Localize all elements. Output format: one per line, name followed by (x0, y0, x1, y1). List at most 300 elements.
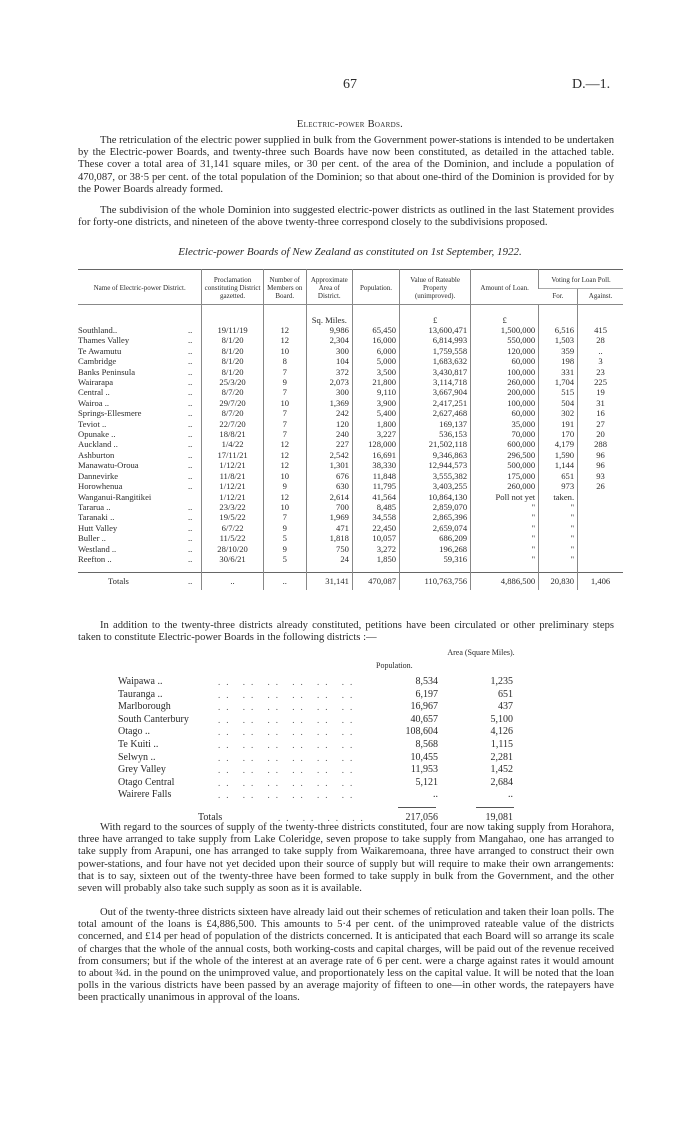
population-value: 65,450 (352, 325, 399, 335)
district-name-text: Reefton .. (78, 553, 112, 564)
col-header-area: Approximate Area of District. (306, 270, 352, 305)
total-members-count: .. (263, 573, 306, 590)
proposed-district-row (118, 789, 578, 802)
district-name (78, 492, 202, 502)
leader-dots: .. (188, 522, 193, 533)
units-row (78, 304, 623, 325)
district-name-text: Springs-Ellesmere (78, 408, 142, 419)
district-name (78, 356, 202, 366)
votes-for: " (539, 502, 578, 512)
rateable-value: 3,114,718 (400, 377, 471, 387)
paragraph-loans (78, 907, 614, 1005)
leader-dots: .. .. .. .. .. .. (218, 702, 359, 713)
paragraph-text: With regard to the sources of supply of the twenty-three districts constituted, four are now taking supply from Horahora, three have arranged to take supply from Lake Coleridge, seven propose to take supply from Mangahao, one has arranged to take supply from Arapuni, one has arranged to take supply from Waikaremoana, three have arranged to construct their own power-stations, and four have not yet decided upon their source of supply but will require to make their own arrangements: that is to say, sixteen out of the twenty-three have been formed to take supply in bulk from the Government, and the other seven will probably also take such supply as soon as it is available. (78, 822, 614, 895)
members-count: 10 (263, 346, 306, 356)
loan-amount: 1,500,000 (471, 325, 539, 335)
votes-for: " (539, 512, 578, 522)
population-value: 128,000 (352, 439, 399, 449)
area-value: 104 (306, 356, 352, 366)
district-name-text: Tararua .. (78, 501, 111, 512)
area-value: 437 (498, 701, 513, 713)
district-name (78, 439, 202, 449)
proposed-district-row (118, 752, 578, 765)
loan-amount: 296,500 (471, 450, 539, 460)
district-name-text: Te Awamutu (78, 345, 122, 356)
votes-for: 331 (539, 367, 578, 377)
proposed-district-row (118, 726, 578, 739)
col-header-voting: Voting for Loan Poll. (539, 270, 623, 289)
loan-amount: 70,000 (471, 429, 539, 439)
spacer-cell (471, 564, 539, 573)
paragraph-intro (78, 135, 614, 196)
district-name-text: Westland .. (78, 543, 117, 554)
population-value: 22,450 (352, 523, 399, 533)
leader-dots: .. .. .. .. .. .. (218, 739, 359, 750)
total-district-name (78, 573, 202, 590)
votes-for: 515 (539, 387, 578, 397)
loan-amount: 550,000 (471, 335, 539, 345)
proclamation-date: 19/5/22 (202, 512, 263, 522)
leader-dots: .. (188, 543, 193, 554)
rateable-value: 3,403,255 (400, 481, 471, 491)
rateable-value: 196,268 (400, 544, 471, 554)
leader-dots: .. (188, 460, 193, 471)
leader-dots: .. (188, 397, 193, 408)
district-name (78, 512, 202, 522)
votes-against: 28 (578, 335, 623, 345)
table-row (78, 429, 623, 439)
votes-against: 23 (578, 367, 623, 377)
votes-for: taken. (539, 492, 578, 502)
spacer-cell (352, 564, 399, 573)
loan-amount: 60,000 (471, 408, 539, 418)
district-name (78, 377, 202, 387)
leader-dots: .. (188, 470, 193, 481)
proclamation-date: 8/1/20 (202, 335, 263, 345)
members-count: 9 (263, 544, 306, 554)
votes-against: .. (578, 346, 623, 356)
district-name-text: Ashburton (78, 449, 115, 460)
district-name-text: Southland.. (78, 325, 118, 336)
loan-amount: " (471, 512, 539, 522)
members-count: 10 (263, 398, 306, 408)
votes-for: 191 (539, 419, 578, 429)
table-row (78, 439, 623, 449)
votes-for: 4,179 (539, 439, 578, 449)
district-name-text: Wairoa .. (78, 397, 110, 408)
votes-for: " (539, 533, 578, 543)
district-name (78, 408, 202, 418)
district-name (78, 481, 202, 491)
table-row (78, 502, 623, 512)
spacer-cell (78, 564, 202, 573)
proclamation-date: 30/6/21 (202, 554, 263, 564)
col-header-for: For. (539, 288, 578, 304)
table-row (78, 335, 623, 345)
votes-against: 96 (578, 450, 623, 460)
proposed-district-row (118, 764, 578, 777)
district-name (78, 335, 202, 345)
area-value: 5,100 (490, 713, 513, 725)
district-name: Grey Valley (118, 764, 166, 776)
population-value: 40,657 (410, 713, 438, 725)
area-value: 1,969 (306, 512, 352, 522)
area-value: 24 (306, 554, 352, 564)
district-name (78, 325, 202, 335)
rateable-value: 536,153 (400, 429, 471, 439)
paragraph-subdivision (78, 205, 614, 229)
area-value: .. (508, 789, 513, 801)
rateable-value: 2,865,396 (400, 512, 471, 522)
spacer-cell (306, 564, 352, 573)
population-value: 3,227 (352, 429, 399, 439)
district-name (78, 450, 202, 460)
votes-for: 359 (539, 346, 578, 356)
district-name (78, 387, 202, 397)
district-name (78, 346, 202, 356)
proposed-district-row (118, 777, 578, 790)
population-value: 10,455 (410, 751, 438, 763)
paragraph-supply-sources (78, 822, 614, 895)
area-value: 651 (498, 688, 513, 700)
document-reference: D.—1. (572, 77, 611, 92)
leader-dots: .. .. .. .. .. .. (218, 790, 359, 801)
population-value: 11,795 (352, 481, 399, 491)
members-count: 12 (263, 335, 306, 345)
total-votes-against: 1,406 (578, 573, 623, 590)
table-row (78, 533, 623, 543)
table-row (78, 481, 623, 491)
district-name (78, 460, 202, 470)
proclamation-date: 19/11/19 (202, 325, 263, 335)
votes-against (578, 523, 623, 533)
proclamation-date: 22/7/20 (202, 419, 263, 429)
votes-against: 93 (578, 471, 623, 481)
district-name-text: Hutt Valley (78, 522, 118, 533)
total-proclamation-date: .. (202, 573, 263, 590)
votes-against (578, 502, 623, 512)
area-value: 300 (306, 346, 352, 356)
district-name (78, 544, 202, 554)
page-number: 67 (343, 77, 357, 92)
col-header-loan: Amount of Loan. (471, 270, 539, 305)
district-name-text: Horowhenua (78, 481, 123, 492)
table-row (78, 408, 623, 418)
area-value: 1,301 (306, 460, 352, 470)
loan-amount: 500,000 (471, 460, 539, 470)
population-value: 5,400 (352, 408, 399, 418)
members-count: 7 (263, 408, 306, 418)
area-value: 1,818 (306, 533, 352, 543)
votes-for: 504 (539, 398, 578, 408)
votes-against: 96 (578, 460, 623, 470)
unit-loan: £ (471, 304, 539, 325)
rateable-value: 169,137 (400, 419, 471, 429)
district-name: Waipawa .. (118, 676, 163, 687)
total-area-value: 31,141 (306, 573, 352, 590)
votes-for: 1,704 (539, 377, 578, 387)
total-population-value: 470,087 (352, 573, 399, 590)
totals-row (78, 573, 623, 590)
col-header-name: Name of Electric-power District. (93, 284, 186, 293)
loan-amount: Poll not yet (471, 492, 539, 502)
district-name (78, 398, 202, 408)
district-name-text: Opunake .. (78, 429, 116, 440)
votes-for: 651 (539, 471, 578, 481)
proposed-district-row (118, 701, 578, 714)
unit-area: Sq. Miles. (306, 304, 352, 325)
population-value: 10,057 (352, 533, 399, 543)
table-row (78, 460, 623, 470)
population-value: 6,197 (415, 688, 438, 700)
population-value: 6,000 (352, 346, 399, 356)
leader-dots: .. .. .. .. .. .. (218, 677, 359, 687)
votes-for: 973 (539, 481, 578, 491)
paragraph-text: In addition to the twenty-three districts already constituted, petitions have been circulated or other preliminary steps taken to constitute Electric-power Boards in the following districts :— (78, 620, 614, 644)
rateable-value: 2,859,070 (400, 502, 471, 512)
population-value: 11,848 (352, 471, 399, 481)
loan-amount: 260,000 (471, 481, 539, 491)
total-votes-for: 20,830 (539, 573, 578, 590)
leader-dots: .. (188, 325, 193, 336)
area-value: 2,304 (306, 335, 352, 345)
section-title: Electric-power Boards. (296, 119, 404, 130)
loan-amount: 175,000 (471, 471, 539, 481)
area-value: 700 (306, 502, 352, 512)
leader-dots: .. (188, 501, 193, 512)
leader-dots: .. .. .. .. .. .. (218, 689, 359, 700)
proclamation-date: 8/1/20 (202, 346, 263, 356)
district-name (78, 523, 202, 533)
population-value: 3,500 (352, 367, 399, 377)
area-value: 2,684 (490, 776, 513, 788)
district-name (78, 367, 202, 377)
population-value: 21,800 (352, 377, 399, 387)
loan-amount: " (471, 502, 539, 512)
leader-dots: .. (188, 387, 193, 398)
district-name (78, 471, 202, 481)
loan-amount: " (471, 533, 539, 543)
population-value: 9,110 (352, 387, 399, 397)
votes-for: 1,144 (539, 460, 578, 470)
proclamation-date: 1/4/22 (202, 439, 263, 449)
population-value: 8,568 (415, 738, 438, 750)
district-name: Selwyn .. (118, 751, 156, 763)
area-value: 372 (306, 367, 352, 377)
votes-for: " (539, 544, 578, 554)
table-row (78, 492, 623, 502)
spacer-cell (202, 564, 263, 573)
district-name-text: Taranaki .. (78, 512, 115, 523)
table-row (78, 450, 623, 460)
total-area: 19,081 (485, 811, 513, 823)
votes-against: 16 (578, 408, 623, 418)
area-value: 630 (306, 481, 352, 491)
members-count: 9 (263, 481, 306, 491)
area-value: 2,073 (306, 377, 352, 387)
paragraph-text: The subdivision of the whole Dominion into suggested electric-power districts as outlined in the last Statement provides for forty-one districts, and nineteen of the above twenty-three correspond closely to the subdivisions proposed. (78, 205, 614, 229)
population-value: 3,900 (352, 398, 399, 408)
table-row (78, 356, 623, 366)
proclamation-date: 1/12/21 (202, 492, 263, 502)
leader-dots: .. (188, 377, 193, 388)
district-name-text: Teviot .. (78, 418, 107, 429)
population-value: 3,272 (352, 544, 399, 554)
leader-dots: .. (188, 335, 193, 346)
proclamation-date: 8/1/20 (202, 367, 263, 377)
district-name-text: Wairarapa (78, 377, 114, 388)
leader-dots: .. .. .. .. .. .. (218, 727, 359, 738)
population-value: 34,558 (352, 512, 399, 522)
members-count: 10 (263, 471, 306, 481)
members-count: 9 (263, 523, 306, 533)
members-count: 12 (263, 450, 306, 460)
district-name-text: Central .. (78, 387, 110, 398)
votes-against: 415 (578, 325, 623, 335)
votes-against (578, 533, 623, 543)
proclamation-date: 8/1/20 (202, 356, 263, 366)
leader-dots: .. .. .. .. (278, 812, 369, 823)
members-count: 5 (263, 533, 306, 543)
leader-dots: .. (188, 553, 193, 564)
votes-for: 302 (539, 408, 578, 418)
rateable-value: 3,430,817 (400, 367, 471, 377)
district-name-text: Wanganui-Rangitikei (78, 491, 152, 502)
loan-amount: 100,000 (471, 398, 539, 408)
area-value: 2,614 (306, 492, 352, 502)
district-name: Marlborough (118, 701, 171, 713)
population-value: 108,604 (405, 726, 438, 738)
members-count: 7 (263, 429, 306, 439)
leader-dots: .. (188, 449, 193, 460)
district-name-text: Cambridge (78, 356, 117, 367)
rateable-value: 59,316 (400, 554, 471, 564)
leader-dots: .. (188, 576, 193, 587)
rateable-value: 2,417,251 (400, 398, 471, 408)
loan-amount: 100,000 (471, 367, 539, 377)
votes-against (578, 544, 623, 554)
loan-amount: 200,000 (471, 387, 539, 397)
district-name: Te Kuiti .. (118, 738, 159, 750)
area-value: 1,452 (490, 764, 513, 776)
leader-dots: .. (188, 512, 193, 523)
leader-dots: .. (188, 366, 193, 377)
loan-amount: 600,000 (471, 439, 539, 449)
population-value: 41,564 (352, 492, 399, 502)
proclamation-date: 8/7/20 (202, 387, 263, 397)
table-row (78, 325, 623, 335)
votes-against: 27 (578, 419, 623, 429)
votes-against: 26 (578, 481, 623, 491)
table-row (78, 523, 623, 533)
rateable-value: 686,209 (400, 533, 471, 543)
rateable-value: 3,555,382 (400, 471, 471, 481)
members-count: 12 (263, 492, 306, 502)
totals-label: Totals (108, 576, 129, 587)
proposed-header (118, 648, 578, 676)
district-name: Otago Central (118, 776, 175, 788)
rateable-value: 1,759,558 (400, 346, 471, 356)
leader-dots: .. (188, 429, 193, 440)
members-count: 12 (263, 325, 306, 335)
table-row (78, 377, 623, 387)
table-row (78, 367, 623, 377)
population-value: 16,691 (352, 450, 399, 460)
district-name (78, 554, 202, 564)
members-count: 12 (263, 460, 306, 470)
area-value: 9,986 (306, 325, 352, 335)
members-count: 7 (263, 387, 306, 397)
table-row (78, 398, 623, 408)
col-header-area: Area (Square Miles). (447, 648, 515, 657)
population-value: 1,800 (352, 419, 399, 429)
leader-dots: .. (188, 345, 193, 356)
population-value: 8,485 (352, 502, 399, 512)
area-value: 2,542 (306, 450, 352, 460)
members-count: 12 (263, 439, 306, 449)
area-value: 240 (306, 429, 352, 439)
rateable-value: 13,600,471 (400, 325, 471, 335)
leader-dots: .. (188, 418, 193, 429)
members-count: 10 (263, 502, 306, 512)
population-value: .. (433, 789, 438, 801)
proclamation-date: 18/8/21 (202, 429, 263, 439)
rateable-value: 2,627,468 (400, 408, 471, 418)
proposed-districts-table (118, 648, 578, 826)
proposed-district-row (118, 676, 578, 689)
leader-dots: .. (188, 408, 193, 419)
population-value: 16,000 (352, 335, 399, 345)
proclamation-date: 17/11/21 (202, 450, 263, 460)
col-header-against: Against. (578, 288, 623, 304)
votes-against: 20 (578, 429, 623, 439)
table-row (78, 512, 623, 522)
table-row (78, 387, 623, 397)
district-name: Otago .. (118, 726, 150, 738)
col-header-proclamation: Proclamation constituting District gazetted. (202, 270, 263, 305)
loan-amount: " (471, 544, 539, 554)
rateable-value: 9,346,863 (400, 450, 471, 460)
votes-against: 19 (578, 387, 623, 397)
area-value: 1,115 (490, 738, 513, 750)
rateable-value: 10,864,130 (400, 492, 471, 502)
population-value: 1,850 (352, 554, 399, 564)
col-header-value: Value of Rateable Property (unimproved). (400, 270, 471, 305)
votes-against (578, 554, 623, 564)
population-value: 8,534 (415, 676, 438, 687)
spacer-cell (400, 564, 471, 573)
rateable-value: 3,667,904 (400, 387, 471, 397)
proposed-district-row (118, 689, 578, 702)
district-name (78, 419, 202, 429)
members-count: 8 (263, 356, 306, 366)
proclamation-date: 23/3/22 (202, 502, 263, 512)
district-name (78, 429, 202, 439)
members-count: 7 (263, 419, 306, 429)
district-name: Wairere Falls (118, 789, 172, 801)
loan-amount: 35,000 (471, 419, 539, 429)
population-value: 11,953 (410, 764, 438, 776)
district-name-text: Banks Peninsula (78, 366, 136, 377)
population-value: 5,121 (415, 776, 438, 788)
leader-dots: .. .. .. .. .. .. (218, 752, 359, 763)
district-name-text: Buller .. (78, 533, 106, 544)
totals-rule (118, 802, 578, 812)
district-name (78, 533, 202, 543)
col-header-population: Population. (376, 661, 413, 670)
votes-for: " (539, 523, 578, 533)
votes-for: 198 (539, 356, 578, 366)
